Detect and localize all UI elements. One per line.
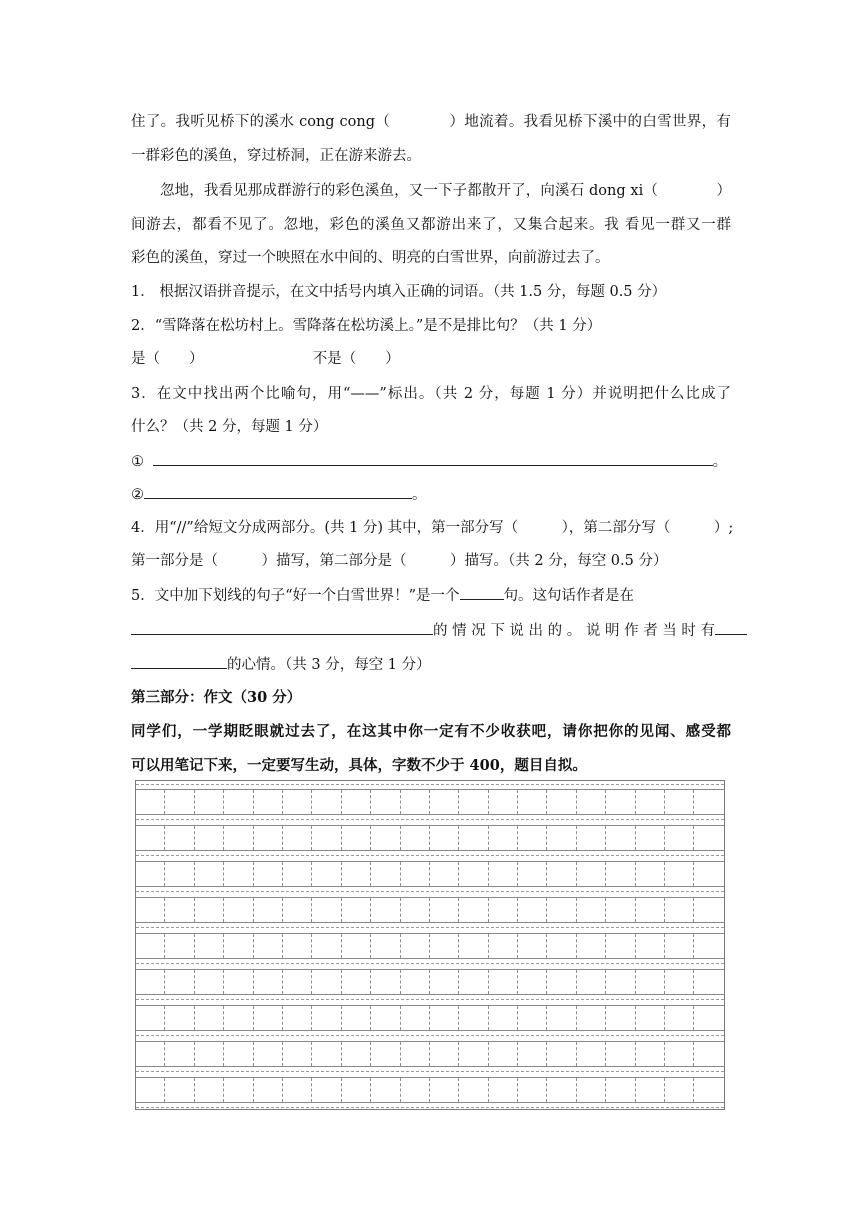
grid-cell[interactable]: [254, 898, 283, 922]
grid-row[interactable]: [136, 933, 724, 959]
grid-cell[interactable]: [195, 970, 224, 994]
grid-cell[interactable]: [254, 826, 283, 850]
row-separator: [136, 963, 724, 964]
composition-prompt: 可以用笔记下来，一定要写生动，具体，字数不少于 400，题目自拟。: [131, 757, 587, 774]
grid-cell[interactable]: [283, 1006, 312, 1030]
grid-cell[interactable]: [136, 1042, 165, 1066]
question-1: 1． 根据汉语拼音提示，在文中括号内填入正确的词语。（共 1.5 分，每题 0.5 分）: [131, 284, 667, 300]
grid-cell[interactable]: [489, 1078, 518, 1102]
grid-cell[interactable]: [371, 862, 400, 886]
grid-cell[interactable]: [489, 1006, 518, 1030]
grid-row[interactable]: [136, 969, 724, 995]
grid-cell[interactable]: [165, 970, 194, 994]
grid-cell[interactable]: [577, 826, 606, 850]
grid-cell[interactable]: [694, 898, 723, 922]
grid-cell[interactable]: [518, 970, 547, 994]
grid-cell[interactable]: [547, 1078, 576, 1102]
grid-cell[interactable]: [577, 862, 606, 886]
question-2-options: [131, 349, 731, 369]
grid-cell[interactable]: [254, 1042, 283, 1066]
grid-cell[interactable]: [606, 790, 635, 814]
grid-cell[interactable]: [401, 1006, 430, 1030]
grid-cell[interactable]: [606, 1006, 635, 1030]
grid-cell[interactable]: [283, 862, 312, 886]
blank[interactable]: [131, 654, 227, 669]
grid-cell[interactable]: [577, 898, 606, 922]
grid-cell[interactable]: [430, 1078, 459, 1102]
grid-cell[interactable]: [165, 790, 194, 814]
blank[interactable]: [131, 620, 433, 635]
grid-cell[interactable]: [224, 898, 253, 922]
grid-cell[interactable]: [459, 862, 488, 886]
grid-cell[interactable]: [312, 826, 341, 850]
grid-cell[interactable]: [430, 934, 459, 958]
row-separator: [136, 1071, 724, 1072]
grid-cell[interactable]: [489, 790, 518, 814]
grid-cell[interactable]: [518, 1042, 547, 1066]
option-yes[interactable]: 是（ ）: [131, 351, 204, 367]
grid-cell[interactable]: [401, 1078, 430, 1102]
grid-cell[interactable]: [518, 862, 547, 886]
grid-cell[interactable]: [254, 790, 283, 814]
grid-cell[interactable]: [224, 1078, 253, 1102]
grid-cell[interactable]: [636, 970, 665, 994]
grid-cell[interactable]: [342, 970, 371, 994]
grid-cell[interactable]: [165, 1006, 194, 1030]
grid-cell[interactable]: [401, 862, 430, 886]
grid-cell[interactable]: [694, 1042, 723, 1066]
row-separator: [136, 819, 724, 820]
grid-cell[interactable]: [518, 1006, 547, 1030]
passage-line: 间游去，都看不见了。忽地，彩色的溪鱼又都游出来了，又集合起来。我 看见一群又一群: [131, 217, 731, 233]
grid-cell[interactable]: [665, 1042, 694, 1066]
grid-cell[interactable]: [430, 898, 459, 922]
grid-cell[interactable]: [401, 790, 430, 814]
grid-row[interactable]: [136, 789, 724, 815]
grid-cell[interactable]: [430, 1006, 459, 1030]
answer-line-1[interactable]: ① 。: [131, 451, 731, 472]
grid-cell[interactable]: [312, 970, 341, 994]
grid-cell[interactable]: [312, 1006, 341, 1030]
grid-cell[interactable]: [224, 970, 253, 994]
grid-cell[interactable]: [165, 1078, 194, 1102]
grid-cell[interactable]: [224, 790, 253, 814]
grid-cell[interactable]: [606, 898, 635, 922]
grid-cell[interactable]: [694, 862, 723, 886]
grid-cell[interactable]: [371, 898, 400, 922]
grid-cell[interactable]: [342, 862, 371, 886]
grid-cell[interactable]: [342, 1078, 371, 1102]
passage-line: 彩色的溪鱼，穿过一个映照在水中间的、明亮的白雪世界，向前游过去了。: [131, 250, 610, 266]
answer-line-2[interactable]: ② 。: [131, 484, 731, 505]
option-no[interactable]: 不是（ ）: [312, 351, 400, 367]
grid-cell[interactable]: [694, 1006, 723, 1030]
question-5: 5．文中加下划线的句子“好一个白雪世界！”是一个 句。这句话作者是在: [131, 585, 731, 606]
row-separator: [136, 891, 724, 892]
grid-cell[interactable]: [577, 1042, 606, 1066]
grid-cell[interactable]: [694, 826, 723, 850]
grid-cell[interactable]: [283, 898, 312, 922]
grid-cell[interactable]: [665, 862, 694, 886]
grid-row[interactable]: [136, 897, 724, 923]
grid-cell[interactable]: [342, 826, 371, 850]
grid-cell[interactable]: [283, 1078, 312, 1102]
grid-cell[interactable]: [636, 898, 665, 922]
grid-cell[interactable]: [401, 1042, 430, 1066]
grid-cell[interactable]: [489, 934, 518, 958]
grid-cell[interactable]: [665, 1006, 694, 1030]
grid-cell[interactable]: [165, 934, 194, 958]
grid-cell[interactable]: [195, 898, 224, 922]
grid-cell[interactable]: [694, 970, 723, 994]
grid-cell[interactable]: [401, 934, 430, 958]
grid-cell[interactable]: [283, 970, 312, 994]
grid-row[interactable]: [136, 825, 724, 851]
row-separator: [136, 1107, 724, 1108]
question-5-cont: 的 情 况 下 说 出 的 。 说 明 作 者 当 时 有: [131, 620, 731, 641]
grid-cell[interactable]: [254, 1006, 283, 1030]
grid-cell[interactable]: [371, 1042, 400, 1066]
grid-cell[interactable]: [401, 826, 430, 850]
grid-cell[interactable]: [136, 1006, 165, 1030]
grid-cell[interactable]: [283, 934, 312, 958]
grid-cell[interactable]: [665, 1078, 694, 1102]
grid-cell[interactable]: [577, 970, 606, 994]
grid-cell[interactable]: [547, 790, 576, 814]
question-3: 3．在文中找出两个比喻句，用“——”标出。（共 2 分，每题 1 分）并说明把什么比成了: [131, 386, 731, 402]
question-5-end: 的心情。（共 3 分，每空 1 分）: [131, 654, 731, 675]
grid-cell[interactable]: [430, 790, 459, 814]
grid-cell[interactable]: [694, 1078, 723, 1102]
grid-cell[interactable]: [312, 898, 341, 922]
grid-cell[interactable]: [636, 934, 665, 958]
grid-cell[interactable]: [665, 934, 694, 958]
grid-cell[interactable]: [371, 1078, 400, 1102]
question-3-cont: 什么？（共 2 分，每题 1 分）: [131, 419, 328, 435]
grid-cell[interactable]: [195, 826, 224, 850]
grid-cell[interactable]: [401, 970, 430, 994]
grid-cell[interactable]: [665, 898, 694, 922]
grid-cell[interactable]: [136, 934, 165, 958]
grid-cell[interactable]: [547, 898, 576, 922]
grid-cell[interactable]: [459, 1006, 488, 1030]
grid-cell[interactable]: [195, 790, 224, 814]
grid-cell[interactable]: [430, 1042, 459, 1066]
grid-cell[interactable]: [459, 790, 488, 814]
grid-cell[interactable]: [547, 970, 576, 994]
grid-cell[interactable]: [136, 1078, 165, 1102]
grid-cell[interactable]: [459, 826, 488, 850]
grid-cell[interactable]: [371, 826, 400, 850]
grid-cell[interactable]: [342, 790, 371, 814]
row-separator: [136, 784, 724, 785]
grid-cell[interactable]: [636, 862, 665, 886]
grid-cell[interactable]: [547, 826, 576, 850]
grid-cell[interactable]: [136, 898, 165, 922]
grid-cell[interactable]: [694, 790, 723, 814]
grid-cell[interactable]: [283, 826, 312, 850]
grid-cell[interactable]: [283, 1042, 312, 1066]
passage-line: 一群彩色的溪鱼，穿过桥洞，正在游来游去。: [131, 148, 421, 164]
grid-cell[interactable]: [606, 970, 635, 994]
grid-cell[interactable]: [606, 1042, 635, 1066]
grid-cell[interactable]: [430, 862, 459, 886]
grid-cell[interactable]: [283, 790, 312, 814]
grid-cell[interactable]: [577, 790, 606, 814]
grid-cell[interactable]: [489, 1042, 518, 1066]
grid-cell[interactable]: [401, 898, 430, 922]
grid-cell[interactable]: [547, 862, 576, 886]
grid-cell[interactable]: [430, 970, 459, 994]
grid-cell[interactable]: [459, 898, 488, 922]
grid-cell[interactable]: [459, 1042, 488, 1066]
grid-cell[interactable]: [371, 970, 400, 994]
grid-cell[interactable]: [636, 826, 665, 850]
grid-cell[interactable]: [371, 1006, 400, 1030]
grid-cell[interactable]: [312, 862, 341, 886]
grid-cell[interactable]: [489, 826, 518, 850]
composition-prompt: 同学们，一学期眨眼就过去了，在这其中你一定有不少收获吧，请你把你的见闻、感受都: [131, 723, 731, 740]
grid-cell[interactable]: [547, 1006, 576, 1030]
grid-cell[interactable]: [518, 934, 547, 958]
grid-row[interactable]: [136, 861, 724, 887]
grid-cell[interactable]: [195, 1042, 224, 1066]
grid-cell[interactable]: [312, 790, 341, 814]
grid-cell[interactable]: [547, 934, 576, 958]
grid-cell[interactable]: [606, 934, 635, 958]
grid-row[interactable]: [136, 1077, 724, 1103]
grid-cell[interactable]: [342, 934, 371, 958]
grid-cell[interactable]: [254, 970, 283, 994]
writing-grid[interactable]: [135, 780, 725, 1110]
grid-cell[interactable]: [195, 934, 224, 958]
grid-cell[interactable]: [312, 1042, 341, 1066]
grid-cell[interactable]: [606, 1078, 635, 1102]
grid-row[interactable]: [136, 1041, 724, 1067]
row-separator: [136, 927, 724, 928]
passage-line: 住了。我听见桥下的溪水 cong cong（ ）地流着。我看见桥下溪中的白雪世界，有: [131, 114, 731, 130]
grid-cell[interactable]: [371, 790, 400, 814]
grid-cell[interactable]: [459, 934, 488, 958]
row-separator: [136, 1035, 724, 1036]
grid-cell[interactable]: [577, 1006, 606, 1030]
grid-cell[interactable]: [518, 1078, 547, 1102]
grid-cell[interactable]: [606, 826, 635, 850]
grid-cell[interactable]: [606, 862, 635, 886]
grid-cell[interactable]: [165, 862, 194, 886]
grid-cell[interactable]: [342, 1042, 371, 1066]
grid-cell[interactable]: [636, 1006, 665, 1030]
grid-cell[interactable]: [254, 934, 283, 958]
grid-cell[interactable]: [224, 1042, 253, 1066]
grid-row[interactable]: [136, 1005, 724, 1031]
grid-cell[interactable]: [430, 826, 459, 850]
question-2: 2．“雪降落在松坊村上。雪降落在松坊溪上。”是不是排比句？（共 1 分）: [131, 318, 602, 334]
grid-cell[interactable]: [636, 1042, 665, 1066]
grid-cell[interactable]: [195, 1006, 224, 1030]
question-4: 4．用“//”给短文分成两部分。(共 1 分) 其中，第一部分写（ ），第二部分写（ ）;: [131, 520, 734, 536]
grid-cell[interactable]: [665, 826, 694, 850]
grid-cell[interactable]: [254, 862, 283, 886]
grid-cell[interactable]: [459, 1078, 488, 1102]
grid-cell[interactable]: [136, 970, 165, 994]
grid-cell[interactable]: [459, 970, 488, 994]
grid-cell[interactable]: [636, 1078, 665, 1102]
passage-line: 忽地，我看见那成群游行的彩色溪鱼，又一下子都散开了，向溪石 dong xi（ ）: [160, 183, 731, 199]
row-separator: [136, 855, 724, 856]
grid-cell[interactable]: [518, 898, 547, 922]
grid-cell[interactable]: [342, 1006, 371, 1030]
grid-cell[interactable]: [254, 1078, 283, 1102]
grid-cell[interactable]: [312, 1078, 341, 1102]
grid-cell[interactable]: [547, 1042, 576, 1066]
grid-cell[interactable]: [312, 934, 341, 958]
blank[interactable]: [460, 585, 504, 600]
grid-cell[interactable]: [577, 934, 606, 958]
grid-cell[interactable]: [518, 826, 547, 850]
grid-cell[interactable]: [195, 1078, 224, 1102]
grid-cell[interactable]: [224, 1006, 253, 1030]
grid-cell[interactable]: [489, 970, 518, 994]
grid-cell[interactable]: [665, 970, 694, 994]
grid-cell[interactable]: [694, 934, 723, 958]
grid-cell[interactable]: [136, 862, 165, 886]
grid-cell[interactable]: [136, 826, 165, 850]
grid-cell[interactable]: [518, 790, 547, 814]
grid-cell[interactable]: [489, 898, 518, 922]
grid-cell[interactable]: [342, 898, 371, 922]
blank[interactable]: [715, 620, 747, 635]
grid-cell[interactable]: [665, 790, 694, 814]
grid-cell[interactable]: [636, 790, 665, 814]
grid-cell[interactable]: [136, 790, 165, 814]
grid-cell[interactable]: [489, 862, 518, 886]
grid-cell[interactable]: [371, 934, 400, 958]
grid-cell[interactable]: [195, 862, 224, 886]
grid-cell[interactable]: [165, 1042, 194, 1066]
grid-cell[interactable]: [165, 826, 194, 850]
grid-cell[interactable]: [224, 934, 253, 958]
grid-cell[interactable]: [224, 826, 253, 850]
grid-cell[interactable]: [224, 862, 253, 886]
grid-cell[interactable]: [165, 898, 194, 922]
grid-cell[interactable]: [577, 1078, 606, 1102]
row-separator: [136, 999, 724, 1000]
question-4-cont: 第一部分是（ ）描写，第二部分是（ ）描写。（共 2 分，每空 0.5 分）: [131, 553, 668, 569]
composition-heading: 第三部分：作文（30 分）: [131, 689, 302, 706]
